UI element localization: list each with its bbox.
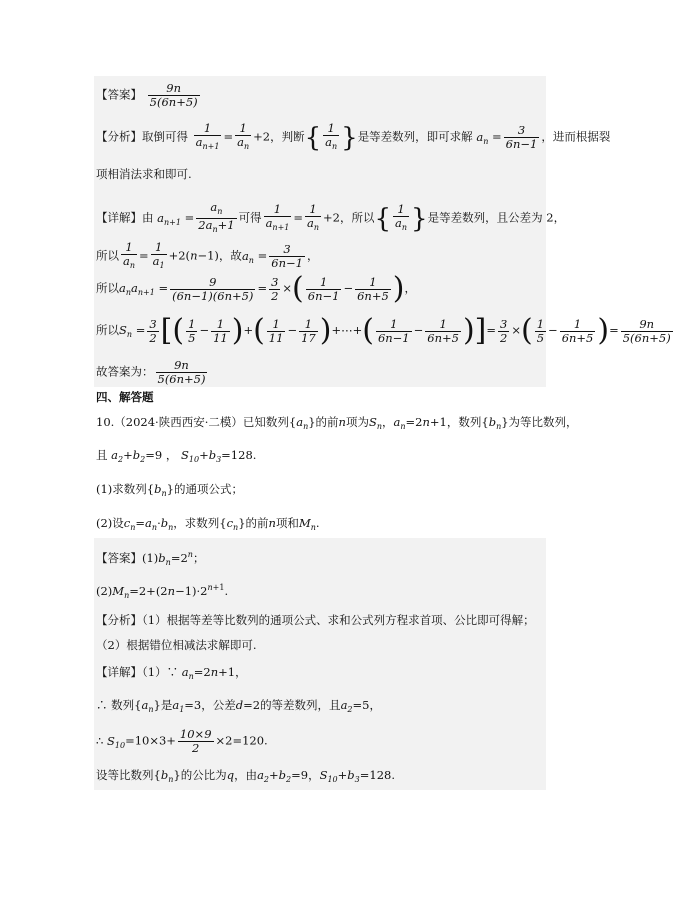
analysis-line-2: 项相消法求和即可. (96, 167, 192, 181)
final-answer-line: 故答案为： $\frac{9n}{5(6n+5)}$ (96, 358, 206, 386)
analysis2-line-2: （2）根据错位相减法求解即可. (96, 638, 257, 652)
detail2-line-3: ∴ $S_{10}=10\times 3+$ $\frac{10\times 9}{2}$ ×2=120. (96, 727, 268, 755)
detail-line-4: 所以$S_n$ = $\frac{3}{2}$ [( $\frac{1}{5}$ − $\frac{1}{11}$ )+( $\frac{1}{11}$ − $\frac{1}{17}$ )+⋯+( $\frac{1}{6n-1}$ − $\frac{1}{6n+5}$ )]= $\frac{3}{2}$ ×( $\frac{1}{5}$ − $\frac{1}{6n+5}$ )= $\frac{9n}{5(6n+5)}$ (96, 313, 671, 348)
answer-fraction: $\frac{9n}{5(6n+5)}$ (149, 81, 198, 109)
problem-part-1: (1)求数列$\{b_n\}$的通项公式； (96, 482, 243, 498)
answer-label: 【答案】 (96, 87, 142, 102)
analysis-text: ，判断 (270, 129, 305, 144)
analysis2-line-1: 【分析】（1）根据等差等比数列的通项公式、求和公式列方程求首项、公比即可得解； (96, 613, 535, 627)
detail-line-3: 所以$a_na_{n+1}$ = $\frac{9}{(6n-1)(6n+5)}$ = $\frac{3}{2}$ ×( $\frac{1}{6n-1}$ − $\frac{1}{6n+5}$ )， (96, 271, 416, 306)
analysis-line: 【分析】取倒可得 $\frac{1}{a_{n+1}}$ = $\frac{1}{a_n}$ +2，判断{ $\frac{1}{a_n}$ }是等差数列，即可求解 $a_n$ = $\frac{3}{6n-1}$ ，进而根据裂 (96, 121, 611, 153)
answer-line (96, 82, 202, 109)
detail-line-1: 【详解】由 $a_{n+1}$ = $\frac{a_n}{2a_n+1}$ 可得 $\frac{1}{a_{n+1}}$ = $\frac{1}{a_n}$ +2，所以{ $\frac{1}{a_n}$ }是等差数列，且公差为 2， (96, 200, 566, 234)
answer2-line-1: 【答案】$(1)b_n=2^n$； (96, 550, 205, 567)
detail2-line-2: ∴ 数列$\{a_n\}$是$a_1=3$，公差d=2的等差数列，且$a_2=5$， (96, 698, 381, 714)
detail2-line-4: 设等比数列$\{b_n\}$的公比为q，由$a_2+b_2=9$，$S_{10}+b_3=128$. (96, 768, 396, 784)
analysis-text: ，进而根据裂 (541, 129, 611, 144)
detail-line-2: 所以 $\frac{1}{a_n}$ = $\frac{1}{a_1}$ +2(n−1)，故$a_n$ = $\frac{3}{6n-1}$ ， (96, 240, 319, 270)
analysis-label: 【分析】 (96, 129, 142, 144)
detail-label: 【详解】 (96, 210, 142, 225)
answer2-line-2: $(2)M_n=2+(2n-1)\cdot 2^{n+1}$. (96, 583, 229, 600)
analysis-text: 取倒可得 (142, 129, 188, 144)
problem-line-1: 10.（2024·陕西西安·二模）已知数列$\{a_n\}$的前n项为$S_n$，$a_n=2n+1$，数列$\{b_n\}$为等比数列， (96, 415, 578, 431)
problem-line-2: 且 $a_2+b_2=9$ ， $S_{10}+b_3=128$. (96, 448, 257, 464)
problem-part-2: (2)设$c_n=a_n\cdot b_n$，求数列$\{c_n\}$的前n项和$M_n$. (96, 516, 320, 532)
section-heading: 四、解答题 (96, 390, 154, 404)
analysis-text: 是等差数列，即可求解 (357, 129, 473, 144)
detail2-line-1: 【详解】（1）∵ $a_n=2n+1$， (96, 665, 247, 681)
